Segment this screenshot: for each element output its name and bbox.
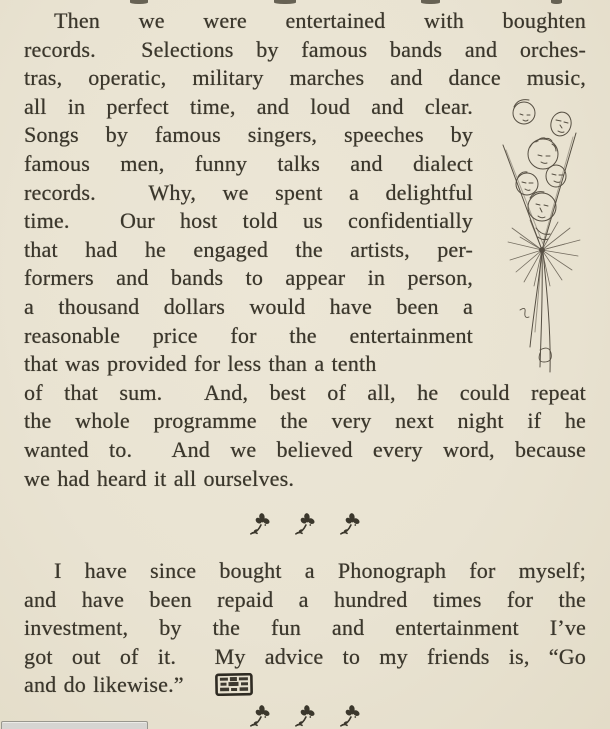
text-line-content: formers and bands to appear in person, [24, 265, 473, 291]
fleuron-icon [294, 512, 316, 536]
text-line [24, 407, 586, 436]
text-line-content: and have been repaid a hundred times for the [24, 586, 586, 612]
text-line [24, 36, 586, 65]
text-line [24, 379, 586, 408]
text-line-content: of that sum. And, best of all, he could repeat [24, 379, 586, 405]
fleuron-icon [339, 704, 361, 728]
ornament-row [0, 512, 610, 536]
text-line-content: a thousand dollars would have been a [24, 293, 473, 319]
paragraph-bought-phonograph [24, 557, 610, 700]
printers-seal-stamp [215, 673, 253, 696]
text-line [24, 150, 473, 179]
letter-fragment [130, 0, 148, 4]
text-line-content: records. Selections by famous bands and orches- [24, 36, 586, 62]
fleuron-icon [249, 704, 271, 728]
text-line [24, 179, 473, 208]
letter-fragment [274, 0, 296, 4]
text-line-content: got out of it. My advice to my friends is, “Go [24, 643, 586, 669]
text-line-content: and do likewise.” [24, 672, 184, 698]
text-line [24, 436, 586, 465]
text-line [24, 557, 586, 586]
text-line [24, 207, 473, 236]
text-line [24, 614, 586, 643]
text-line-content: reasonable price for the entertainment [24, 322, 473, 348]
text-line [24, 7, 586, 36]
text-line-content: the whole programme the very next night if he [24, 408, 586, 434]
text-line [24, 293, 473, 322]
text-line [24, 350, 473, 379]
text-line [24, 671, 586, 700]
text-line-content: Songs by famous singers, speeches by [24, 122, 473, 148]
text-line [24, 586, 586, 615]
text-line [24, 121, 473, 150]
text-line [24, 236, 473, 265]
text-line-content: time. Our host told us confidentially [24, 208, 473, 234]
text-line-content: that was provided for less than a tenth [24, 351, 377, 377]
text-line-content: tras, operatic, military marches and dance music, [24, 65, 586, 91]
text-line-content: famous men, funny talks and dialect [24, 150, 473, 176]
text-line-content: I have since bought a Phonograph for myself; [54, 558, 586, 584]
letter-fragment [421, 0, 440, 4]
text-line-content: investment, by the fun and entertainment I’ve [24, 615, 586, 641]
text-line [24, 93, 473, 122]
fleuron-icon [294, 704, 316, 728]
bouquet-of-faces-illustration [500, 92, 595, 380]
text-line-content: records. Why, we spent a delightful [24, 179, 473, 205]
text-line-content: all in perfect time, and loud and clear. [24, 93, 473, 119]
fleuron-icon [339, 512, 361, 536]
text-line-content: that had he engaged the artists, per- [24, 236, 473, 262]
text-line-content: we had heard it all ourselves. [24, 465, 295, 491]
text-line-content: Then we were entertained with boughten [54, 8, 586, 33]
text-line-content: wanted to. And we believed every word, because [24, 436, 586, 462]
text-line [24, 64, 586, 93]
text-line [24, 465, 586, 494]
text-line [24, 643, 586, 672]
text-line [24, 264, 473, 293]
text-line [24, 322, 473, 351]
letter-fragment [551, 0, 562, 4]
horizontal-scrollbar-thumb[interactable] [1, 721, 148, 729]
fleuron-icon [249, 512, 271, 536]
